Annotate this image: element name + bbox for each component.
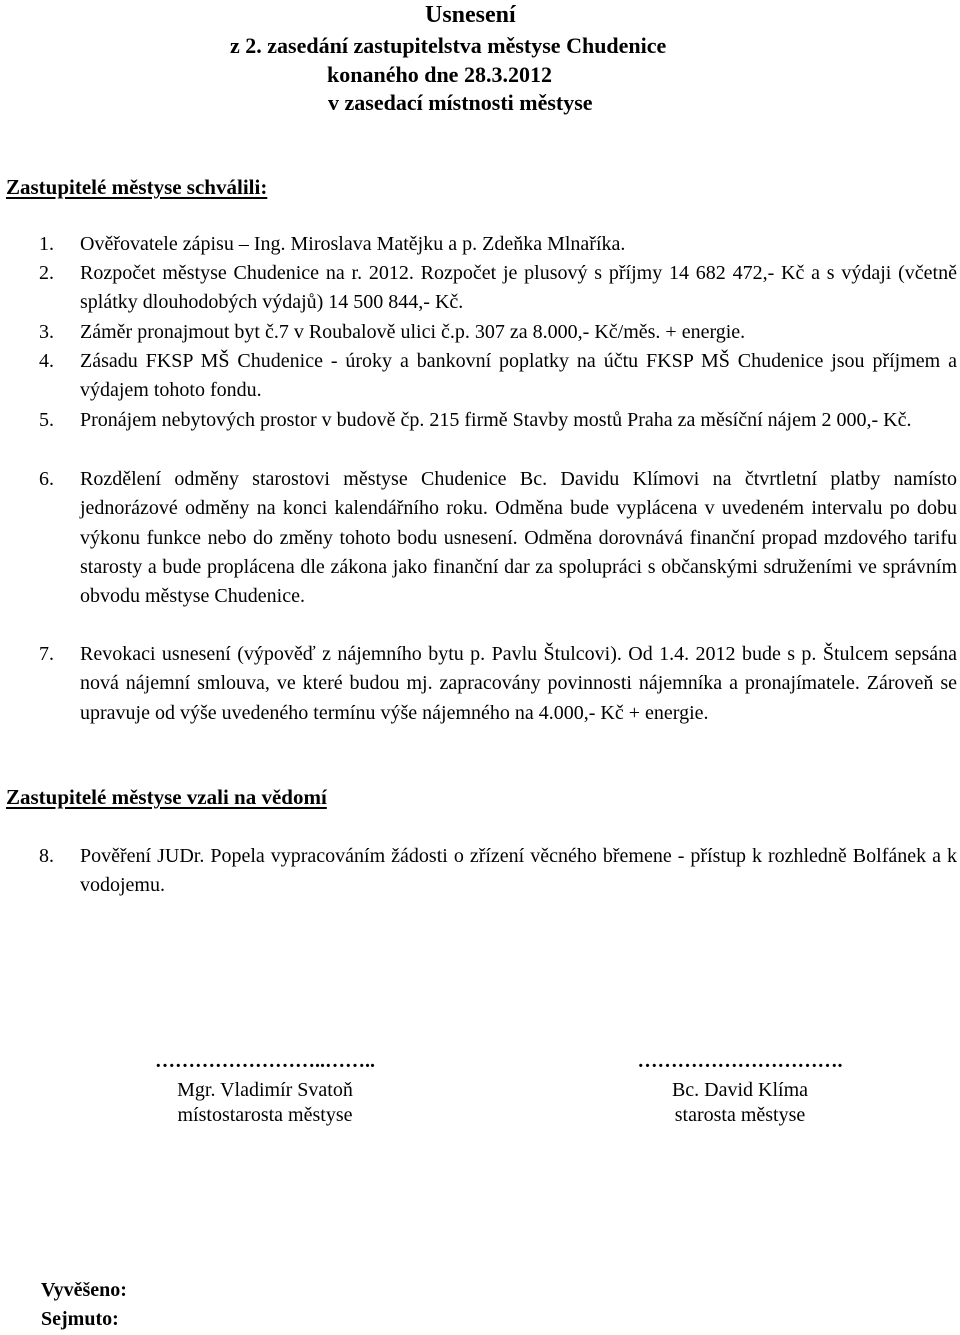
signatory-role: místostarosta městyse	[177, 1104, 353, 1126]
signatory-role: starosta městyse	[674, 1104, 806, 1126]
item-text: Revokaci usnesení (výpověď z nájemního bytu p. Pavlu Štulcovi). Od 1.4. 2012 bude s p. Štulcem sepsána nová nájemní smlouva, ve které budou mj. zapracovány povinnosti nájemníka a pronajímatele. Zároveň se upravuje od výše uvedeného termínu výše nájemného na 4.000,- Kč + energie.	[80, 643, 957, 724]
document-title: Usnesení	[425, 2, 516, 28]
item-text: Zásadu FKSP MŠ Chudenice - úroky a bankovní poplatky na účtu FKSP MŠ Chudenice jsou příjmem a výdajem tohoto fondu.	[80, 350, 957, 402]
item-number: 6.	[39, 468, 54, 490]
item-number: 1.	[39, 233, 54, 255]
meeting-date: konaného dne 28.3.2012	[327, 62, 552, 87]
signature-line: ……………………..……..	[155, 1050, 375, 1072]
item-number: 8.	[39, 845, 54, 867]
noted-section-heading: Zastupitelé městyse vzali na vědomí	[6, 785, 327, 809]
item-number: 7.	[39, 643, 54, 665]
signature-block-mayor	[575, 1050, 905, 1127]
signature-block-deputy-mayor	[110, 1050, 420, 1127]
item-number: 4.	[39, 350, 54, 372]
item-number: 3.	[39, 321, 54, 343]
item-text: Rozdělení odměny starostovi městyse Chudenice Bc. Davidu Klímovi na čtvrtletní platby namísto jednorázové odměny na konci kalendářního roku. Odměna bude vyplácena v uvedeném intervalu po dobu výkonu funkce nebo do změny tohoto bodu usnesení. Odměna dorovnává finanční propad mzdového tarifu starosty a bude proplácena dle zákona jako finanční dar za spolupráci s občanskými sdruženími ve správním obvodu městyse Chudenice.	[80, 468, 957, 608]
item-text: Rozpočet městyse Chudenice na r. 2012. Rozpočet je plusový s příjmy 14 682 472,- Kč a s výdaji (včetně splátky dlouhodobých výdajů) 14 500 844,- Kč.	[80, 262, 957, 314]
signatory-name: Bc. David Klíma	[671, 1079, 809, 1101]
signatory-name: Mgr. Vladimír Svatoň	[177, 1079, 353, 1101]
removed-date-label: Sejmuto:	[41, 1308, 119, 1330]
item-text: Pověření JUDr. Popela vypracováním žádosti o zřízení věcného břemene - přístup k rozhledně Bolfánek a k vodojemu.	[80, 845, 957, 897]
approved-section-heading: Zastupitelé městyse schválili:	[6, 175, 268, 199]
meeting-place: v zasedací místnosti městyse	[328, 90, 593, 115]
item-number: 2.	[39, 262, 54, 284]
item-number: 5.	[39, 409, 54, 431]
item-text: Pronájem nebytových prostor v budově čp. 215 firmě Stavby mostů Praha za měsíční nájem 2 000,- Kč.	[80, 409, 912, 431]
meeting-subtitle: z 2. zasedání zastupitelstva městyse Chudenice	[230, 33, 667, 58]
signature-line: ………………………….	[637, 1050, 843, 1072]
item-text: Ověřovatele zápisu – Ing. Miroslava Matějku a p. Zdeňka Mlnaříka.	[80, 233, 626, 255]
item-text: Záměr pronajmout byt č.7 v Roubalově ulici č.p. 307 za 8.000,- Kč/měs. + energie.	[80, 321, 746, 343]
posted-date-label: Vyvěšeno:	[41, 1279, 127, 1301]
